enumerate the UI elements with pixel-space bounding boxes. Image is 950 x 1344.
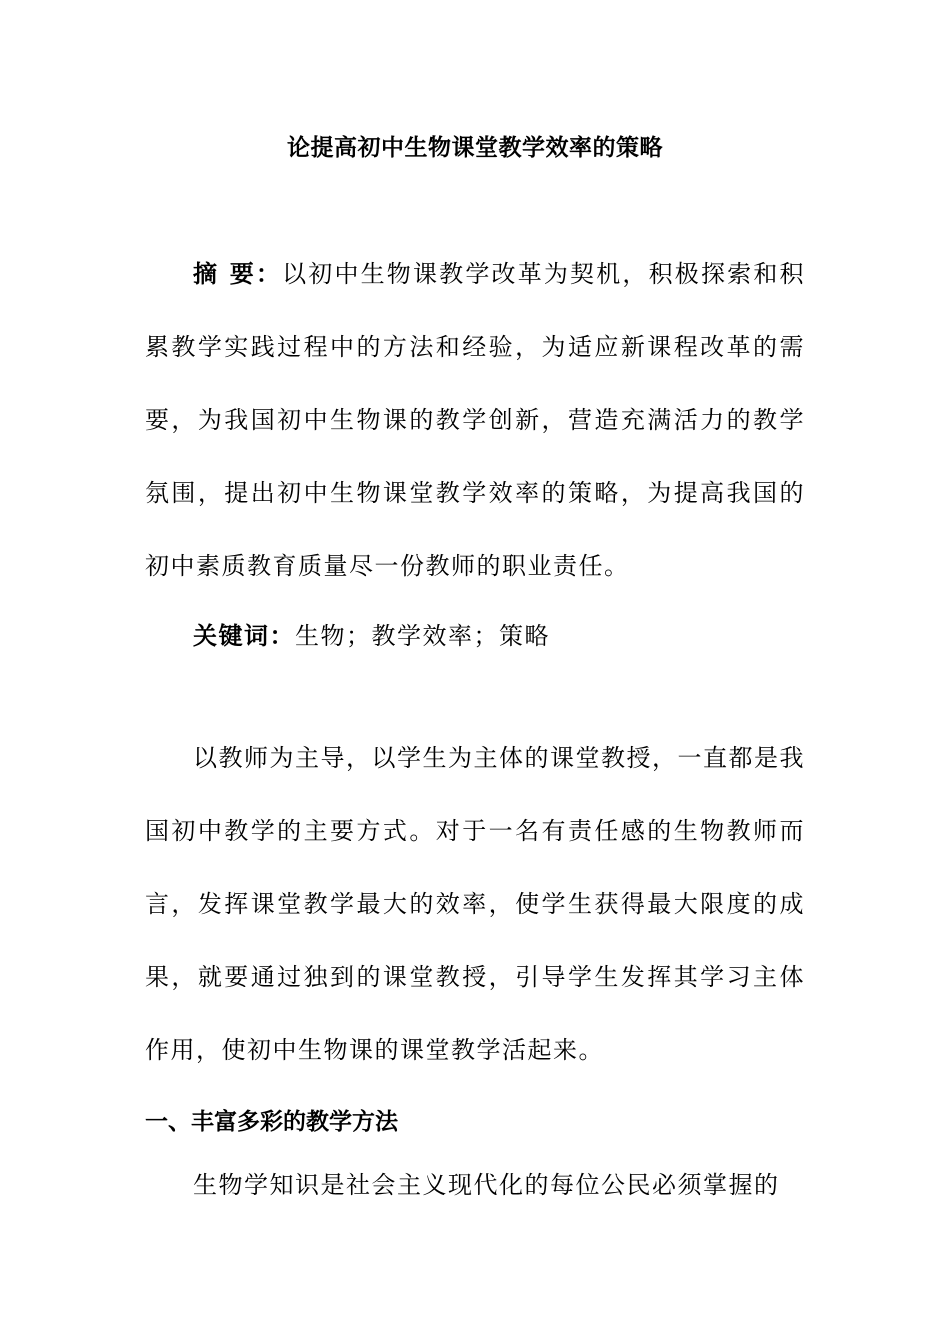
section-paragraph: 生物学知识是社会主义现代化的每位公民必须掌握的 <box>193 1171 780 1199</box>
section-heading: 一、丰富多彩的教学方法 <box>145 1109 398 1135</box>
abstract-label: 摘 要： <box>193 260 283 288</box>
intro-paragraph: 以教师为主导，以学生为主体的课堂教授，一直都是我国初中教学的主要方式。对于一名有责任感的生物教师而言，发挥课堂教学最大的效率，使学生获得最大限度的成果，就要通过独到的课堂教授，引导学生发挥其学习主体作用，使初中生物课的课堂教学活起来。 <box>145 744 805 1064</box>
abstract-paragraph <box>145 238 805 603</box>
keywords-line <box>193 620 550 652</box>
keywords-label: 关键词： <box>193 622 295 650</box>
document-title: 论提高初中生物课堂教学效率的策略 <box>287 135 663 161</box>
abstract-text: 以初中生物课教学改革为契机，积极探索和积累教学实践过程中的方法和经验，为适应新课程改革的需要，为我国初中生物课的教学创新，营造充满活力的教学氛围，提出初中生物课堂教学效率的策略，为提高我国的初中素质教育质量尽一份教师的职业责任。 <box>145 260 805 580</box>
keywords-text: 生物；教学效率；策略 <box>295 622 550 650</box>
